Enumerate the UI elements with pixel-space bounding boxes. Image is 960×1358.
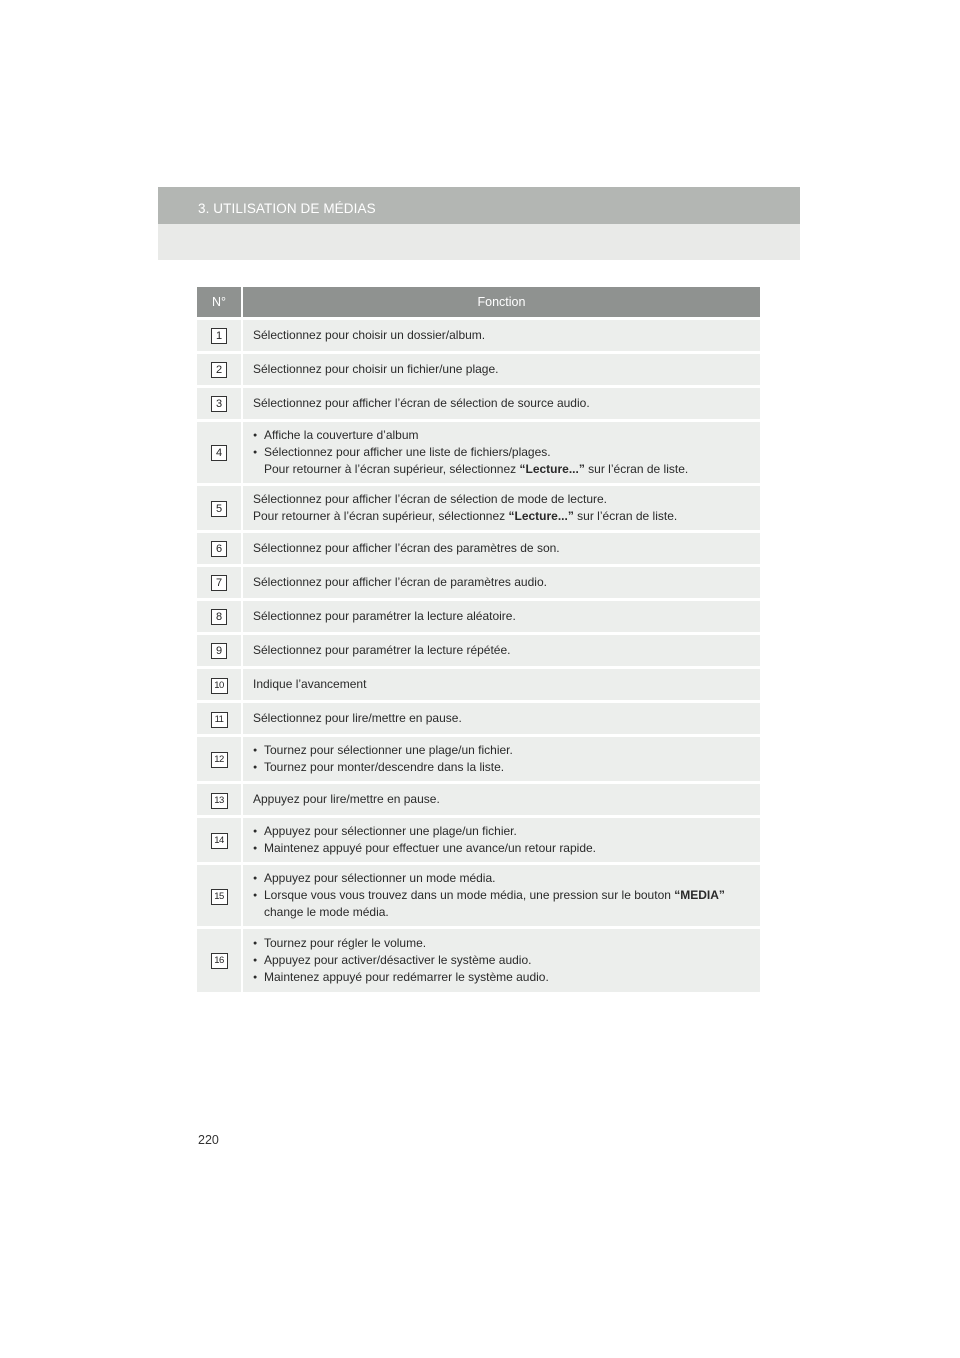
number-badge: 10 [211, 678, 228, 694]
table-row [197, 702, 760, 736]
function-cell [242, 736, 760, 783]
page-number: 220 [198, 1133, 219, 1147]
number-badge: 6 [211, 541, 227, 557]
function-cell [242, 864, 760, 928]
bullet-item: ● Appuyez pour activer/désactiver le système audio. [253, 952, 752, 969]
function-cell [242, 421, 760, 485]
bullet-item: ● Appuyez pour sélectionner une plage/un fichier. [253, 823, 752, 840]
number-badge: 15 [211, 889, 228, 905]
table-row [197, 634, 760, 668]
keyword-lecture: “Lecture...” [508, 509, 574, 523]
number-badge: 8 [211, 609, 227, 625]
number-badge: 2 [211, 362, 227, 378]
number-badge: 11 [211, 712, 228, 728]
text-segment: Pour retourner à l’écran supérieur, sélectionnez [253, 509, 509, 523]
bullet-item: ● Tournez pour sélectionner une plage/un fichier. [253, 742, 752, 759]
table-row [197, 353, 760, 387]
function-cell [242, 485, 760, 532]
table-row [197, 485, 760, 532]
function-cell [242, 928, 760, 992]
table-row [197, 668, 760, 702]
number-badge: 3 [211, 396, 227, 412]
bullet-item: ● Maintenez appuyé pour redémarrer le système audio. [253, 969, 752, 986]
function-text: Indique l’avancement [242, 668, 760, 702]
number-badge: 4 [211, 445, 227, 461]
bullet-item: ● Tournez pour régler le volume. [253, 935, 752, 952]
number-badge: 14 [211, 833, 228, 849]
text-segment: sur l’écran de liste. [584, 462, 689, 476]
table-row [197, 566, 760, 600]
number-badge: 7 [211, 575, 227, 591]
function-text: Sélectionnez pour afficher l’écran de sélection de mode de lecture. [253, 492, 607, 506]
function-text: Sélectionnez pour afficher l’écran de paramètres audio. [242, 566, 760, 600]
bullet-continuation [253, 461, 752, 478]
function-text: Sélectionnez pour paramétrer la lecture aléatoire. [242, 600, 760, 634]
function-text: Sélectionnez pour choisir un fichier/une plage. [242, 353, 760, 387]
bullet-item: ● Tournez pour monter/descendre dans la liste. [253, 759, 752, 776]
table-row [197, 817, 760, 864]
bullet-continuation: change le mode média. [264, 905, 389, 919]
number-badge: 1 [211, 328, 227, 344]
text-segment: Pour retourner à l’écran supérieur, sélectionnez [264, 462, 520, 476]
table-row [197, 387, 760, 421]
number-badge: 12 [211, 752, 228, 768]
number-badge: 13 [211, 793, 228, 809]
bullet-item: ● Sélectionnez pour afficher une liste de fichiers/plages. [253, 444, 752, 461]
keyword-lecture: “Lecture...” [519, 462, 585, 476]
table-row [197, 421, 760, 485]
bullet-item: ● Appuyez pour sélectionner un mode média. [253, 870, 752, 887]
section-header-bar [158, 187, 800, 224]
table-row [197, 736, 760, 783]
table-row [197, 532, 760, 566]
section-header-band [158, 224, 800, 260]
table-row [197, 864, 760, 928]
number-badge: 9 [211, 643, 227, 659]
table-row [197, 319, 760, 353]
table-row [197, 928, 760, 992]
section-title: 3. UTILISATION DE MÉDIAS [198, 201, 376, 216]
keyword-media: “MEDIA” [674, 888, 725, 902]
bullet-item [253, 887, 752, 904]
function-text: Appuyez pour lire/mettre en pause. [242, 783, 760, 817]
function-text: Sélectionnez pour lire/mettre en pause. [242, 702, 760, 736]
column-header-function: Fonction [242, 287, 760, 319]
column-header-number: N° [197, 287, 242, 319]
table-row [197, 600, 760, 634]
function-text-line [253, 508, 752, 525]
function-text: Sélectionnez pour choisir un dossier/album. [242, 319, 760, 353]
function-text: Sélectionnez pour afficher l’écran des paramètres de son. [242, 532, 760, 566]
table-row [197, 783, 760, 817]
table-header-row [197, 287, 760, 319]
function-table [197, 287, 760, 992]
text-segment: sur l’écran de liste. [573, 509, 678, 523]
function-text: Sélectionnez pour paramétrer la lecture répétée. [242, 634, 760, 668]
bullet-item: ● Affiche la couverture d’album [253, 427, 752, 444]
bullet-item: ● Maintenez appuyé pour effectuer une avance/un retour rapide. [253, 840, 752, 857]
function-text: Sélectionnez pour afficher l’écran de sélection de source audio. [242, 387, 760, 421]
text-segment: Lorsque vous vous trouvez dans un mode média, une pression sur le bouton [264, 888, 675, 902]
number-badge: 16 [211, 953, 228, 969]
function-cell [242, 817, 760, 864]
number-badge: 5 [211, 501, 227, 517]
